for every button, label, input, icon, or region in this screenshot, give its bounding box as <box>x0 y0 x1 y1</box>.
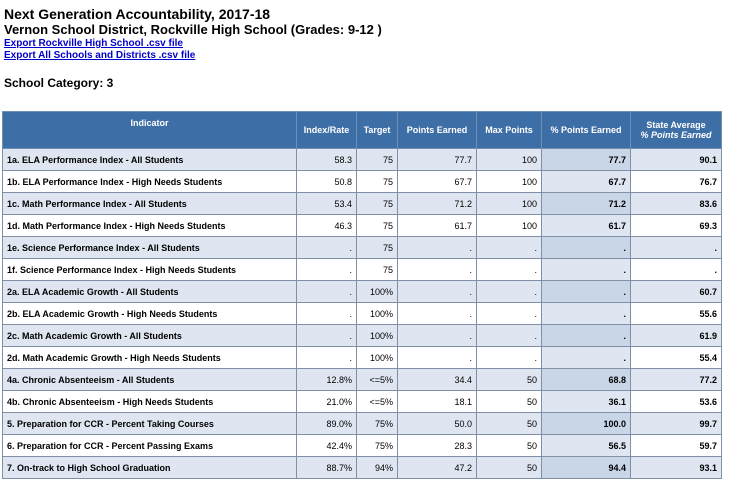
cell-indicator: 4a. Chronic Absenteeism - All Students <box>3 369 297 391</box>
cell-max-points: 50 <box>477 391 542 413</box>
cell-max-points: . <box>477 237 542 259</box>
cell-max-points: . <box>477 325 542 347</box>
cell-target: 100% <box>357 325 398 347</box>
col-state-average <box>631 112 722 149</box>
cell-max-points: 100 <box>477 171 542 193</box>
table-row <box>3 325 722 347</box>
cell-indicator: 2b. ELA Academic Growth - High Needs Students <box>3 303 297 325</box>
col-index-rate: Index/Rate <box>297 112 357 149</box>
cell-indicator: 5. Preparation for CCR - Percent Taking Courses <box>3 413 297 435</box>
table-row <box>3 457 722 479</box>
cell-pct-points: 36.1 <box>542 391 631 413</box>
cell-max-points: 50 <box>477 435 542 457</box>
cell-pct-points: 67.7 <box>542 171 631 193</box>
cell-max-points: . <box>477 303 542 325</box>
cell-indicator: 1b. ELA Performance Index - High Needs Students <box>3 171 297 193</box>
table-row <box>3 215 722 237</box>
cell-max-points: 100 <box>477 193 542 215</box>
table-row <box>3 435 722 457</box>
table-row <box>3 149 722 171</box>
cell-max-points: 50 <box>477 413 542 435</box>
col-max-points: Max Points <box>477 112 542 149</box>
table-body <box>3 149 722 479</box>
cell-target: 75 <box>357 149 398 171</box>
cell-index-rate: . <box>297 347 357 369</box>
cell-target: 75% <box>357 435 398 457</box>
cell-points-earned: 34.4 <box>398 369 477 391</box>
export-all-link[interactable]: Export All Schools and Districts .csv file <box>4 50 196 61</box>
cell-index-rate: 12.8% <box>297 369 357 391</box>
accountability-table <box>2 111 722 479</box>
col-target: Target <box>357 112 398 149</box>
cell-state-average: 55.6 <box>631 303 722 325</box>
cell-max-points: . <box>477 347 542 369</box>
cell-indicator: 7. On-track to High School Graduation <box>3 457 297 479</box>
cell-state-average: 59.7 <box>631 435 722 457</box>
cell-state-average: 76.7 <box>631 171 722 193</box>
cell-indicator: 1d. Math Performance Index - High Needs Students <box>3 215 297 237</box>
page-header <box>4 6 382 62</box>
table-row <box>3 237 722 259</box>
cell-pct-points: 71.2 <box>542 193 631 215</box>
table-row <box>3 171 722 193</box>
cell-state-average: 99.7 <box>631 413 722 435</box>
cell-max-points: 50 <box>477 457 542 479</box>
cell-target: 75 <box>357 171 398 193</box>
cell-state-average: 83.6 <box>631 193 722 215</box>
cell-indicator: 2a. ELA Academic Growth - All Students <box>3 281 297 303</box>
cell-pct-points: . <box>542 259 631 281</box>
cell-indicator: 2c. Math Academic Growth - All Students <box>3 325 297 347</box>
cell-index-rate: 50.8 <box>297 171 357 193</box>
table-header-row <box>3 112 722 149</box>
cell-target: <=5% <box>357 391 398 413</box>
cell-max-points: . <box>477 259 542 281</box>
table-row <box>3 259 722 281</box>
cell-points-earned: 71.2 <box>398 193 477 215</box>
cell-indicator: 1f. Science Performance Index - High Needs Students <box>3 259 297 281</box>
cell-index-rate: 42.4% <box>297 435 357 457</box>
cell-target: 100% <box>357 347 398 369</box>
cell-target: 75% <box>357 413 398 435</box>
cell-index-rate: . <box>297 303 357 325</box>
table-row <box>3 193 722 215</box>
cell-index-rate: . <box>297 281 357 303</box>
cell-points-earned: . <box>398 281 477 303</box>
cell-max-points: 100 <box>477 149 542 171</box>
cell-pct-points: 77.7 <box>542 149 631 171</box>
cell-indicator: 2d. Math Academic Growth - High Needs Students <box>3 347 297 369</box>
cell-points-earned: . <box>398 303 477 325</box>
school-category: School Category: 3 <box>4 76 114 90</box>
cell-target: 75 <box>357 237 398 259</box>
cell-target: <=5% <box>357 369 398 391</box>
cell-state-average: . <box>631 237 722 259</box>
page-title: Next Generation Accountability, 2017-18 <box>4 6 271 22</box>
cell-indicator: 1e. Science Performance Index - All Students <box>3 237 297 259</box>
cell-points-earned: 61.7 <box>398 215 477 237</box>
col-indicator: Indicator <box>3 112 297 149</box>
cell-points-earned: . <box>398 237 477 259</box>
cell-points-earned: 67.7 <box>398 171 477 193</box>
cell-points-earned: . <box>398 325 477 347</box>
col-state-average-line1: State Average <box>646 120 706 130</box>
cell-target: 75 <box>357 215 398 237</box>
table-row <box>3 369 722 391</box>
cell-state-average: 93.1 <box>631 457 722 479</box>
table-row <box>3 281 722 303</box>
export-school-link[interactable]: Export Rockville High School .csv file <box>4 38 183 49</box>
cell-target: 75 <box>357 259 398 281</box>
cell-index-rate: . <box>297 325 357 347</box>
cell-state-average: . <box>631 259 722 281</box>
cell-points-earned: 47.2 <box>398 457 477 479</box>
cell-pct-points: 100.0 <box>542 413 631 435</box>
cell-state-average: 77.2 <box>631 369 722 391</box>
cell-pct-points: . <box>542 281 631 303</box>
cell-state-average: 53.6 <box>631 391 722 413</box>
cell-points-earned: . <box>398 259 477 281</box>
table-row <box>3 413 722 435</box>
cell-indicator: 1a. ELA Performance Index - All Students <box>3 149 297 171</box>
cell-state-average: 90.1 <box>631 149 722 171</box>
cell-pct-points: . <box>542 237 631 259</box>
cell-state-average: 69.3 <box>631 215 722 237</box>
cell-points-earned: 28.3 <box>398 435 477 457</box>
cell-indicator: 1c. Math Performance Index - All Students <box>3 193 297 215</box>
cell-index-rate: 53.4 <box>297 193 357 215</box>
table-row <box>3 347 722 369</box>
cell-pct-points: 61.7 <box>542 215 631 237</box>
cell-indicator: 6. Preparation for CCR - Percent Passing Exams <box>3 435 297 457</box>
cell-index-rate: 89.0% <box>297 413 357 435</box>
cell-state-average: 60.7 <box>631 281 722 303</box>
cell-pct-points: 68.8 <box>542 369 631 391</box>
cell-pct-points: . <box>542 347 631 369</box>
cell-points-earned: . <box>398 347 477 369</box>
cell-target: 94% <box>357 457 398 479</box>
cell-points-earned: 50.0 <box>398 413 477 435</box>
cell-index-rate: . <box>297 259 357 281</box>
cell-index-rate: 88.7% <box>297 457 357 479</box>
cell-max-points: . <box>477 281 542 303</box>
cell-pct-points: . <box>542 325 631 347</box>
cell-state-average: 61.9 <box>631 325 722 347</box>
cell-pct-points: 94.4 <box>542 457 631 479</box>
cell-points-earned: 18.1 <box>398 391 477 413</box>
cell-state-average: 55.4 <box>631 347 722 369</box>
cell-index-rate: 58.3 <box>297 149 357 171</box>
cell-points-earned: 77.7 <box>398 149 477 171</box>
cell-target: 100% <box>357 303 398 325</box>
cell-pct-points: . <box>542 303 631 325</box>
cell-indicator: 4b. Chronic Absenteeism - High Needs Students <box>3 391 297 413</box>
cell-max-points: 50 <box>477 369 542 391</box>
cell-target: 75 <box>357 193 398 215</box>
cell-max-points: 100 <box>477 215 542 237</box>
col-state-average-line2: % Points Earned <box>640 130 712 140</box>
cell-index-rate: 21.0% <box>297 391 357 413</box>
cell-index-rate: . <box>297 237 357 259</box>
col-points-earned: Points Earned <box>398 112 477 149</box>
page-subtitle: Vernon School District, Rockville High School (Grades: 9-12 ) <box>4 22 382 37</box>
table-row <box>3 391 722 413</box>
col-pct-points: % Points Earned <box>542 112 631 149</box>
cell-index-rate: 46.3 <box>297 215 357 237</box>
cell-pct-points: 56.5 <box>542 435 631 457</box>
cell-target: 100% <box>357 281 398 303</box>
table-row <box>3 303 722 325</box>
